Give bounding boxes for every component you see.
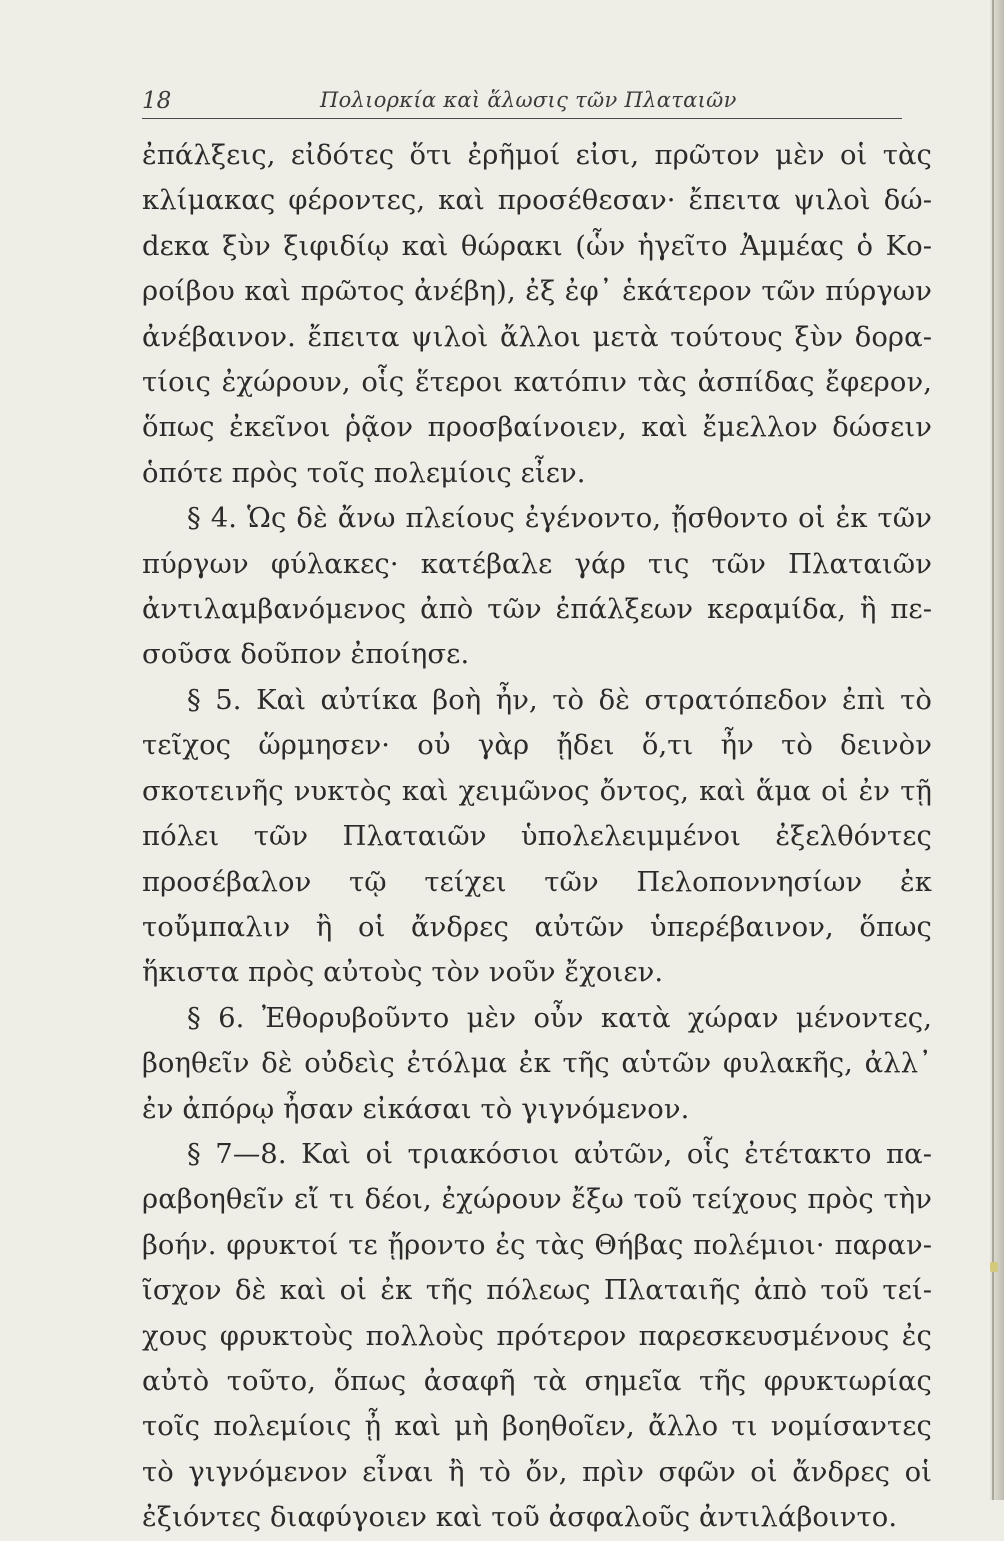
page-number: 18 (142, 88, 172, 114)
paragraph-section-7-8: § 7—8. Καὶ οἱ τριακόσιοι αὐτῶν, οἷς ἐτέτακτο παραβοηθεῖν εἴ τι δέοι, ἐχώρουν ἔξω τοῦ τείχους πρὸς τὴν βοήν. φρυκτοί τε ᾔροντο ἐς τὰς Θήβας πολέμιοι· παρανῖσχον δὲ καὶ οἱ ἐκ τῆς πόλεως Πλαταιῆς ἀπὸ τοῦ τείχους φρυκτοὺς πολλοὺς πρότερον παρεσκευσμένους ἐς αὐτὸ τοῦτο, ὅπως ἀσαφῆ τὰ σημεῖα τῆς φρυκτωρίας τοῖς πολεμίοις ᾖ καὶ μὴ βοηθοῖεν, ἄλλο τι νομίσαντες τὸ γιγνόμενον εἶναι ἢ τὸ ὄν, πρὶν σφῶν οἱ ἄνδρες οἱ ἐξιόντες διαφύγοιεν καὶ τοῦ ἀσφαλοῦς ἀντιλάβοιντο. (142, 1138, 932, 1534)
header-rule (142, 118, 902, 119)
running-title: Πολιορκία καὶ ἅλωσις τῶν Πλαταιῶν (320, 88, 737, 112)
body-text (142, 133, 932, 1541)
paragraph-section-6: § 6. Ἐθορυβοῦντο μὲν οὖν κατὰ χώραν μένοντες, βοηθεῖν δὲ οὐδεὶς ἐτόλμα ἐκ τῆς αὑτῶν φυλακῆς, ἀλλ᾿ ἐν ἀπόρῳ ἦσαν εἰκάσαι τὸ γιγνόμενον. (142, 1002, 932, 1125)
margin-mark (990, 1262, 998, 1272)
paragraph-continued: ἐπάλξεις, εἰδότες ὅτι ἐρῆμοί εἰσι, πρῶτον μὲν οἱ τὰς κλίμακας φέροντες, καὶ προσέθεσαν· ἔπειτα ψιλοὶ δώdεκα ξὺν ξιφιδίῳ καὶ θώρακι (ὧν ἡγεῖτο Ἀμμέας ὁ Κοροίβου καὶ πρῶτος ἀνέβη), ἐξ ἐφ᾿ ἑκάτερον τῶν πύργων ἀνέβαινον. ἔπειτα ψιλοὶ ἄλλοι μετὰ τούτους ξὺν δορατίοις ἐχώρουν, οἷς ἕτεροι κατόπιν τὰς ἀσπίδας ἔφερον, ὅπως ἐκεῖνοι ῥᾷον προσβαίνοιεν, καὶ ἔμελλον δώσειν ὁπότε πρὸς τοῖς πολεμίοις εἶεν. (142, 140, 932, 489)
running-header (142, 84, 902, 118)
page-edge-line (992, 0, 994, 1500)
paragraph-section-4: § 4. Ὡς δὲ ἄνω πλείους ἐγένοντο, ᾔσθοντο οἱ ἐκ τῶν πύργων φύλακες· κατέβαλε γάρ τις τῶν Πλαταιῶν ἀντιλαμβανόμενος ἀπὸ τῶν ἐπάλξεων κεραμίδα, ἣ πεσοῦσα δοῦπον ἐποίησε. (142, 503, 932, 671)
paragraph-section-5: § 5. Καὶ αὐτίκα βοὴ ἦν, τὸ δὲ στρατόπεδον ἐπὶ τὸ τεῖχος ὥρμησεν· οὐ γὰρ ᾔδει ὅ,τι ἦν τὸ δεινὸν σκοτεινῆς νυκτὸς καὶ χειμῶνος ὄντος, καὶ ἅμα οἱ ἐν τῇ πόλει τῶν Πλαταιῶν ὑπολελειμμένοι ἐξελθόντες προσέβαλον τῷ τείχει τῶν Πελοποννησίων ἐκ τοὔμπαλιν ἢ οἱ ἄνδρες αὐτῶν ὑπερέβαινον, ὅπως ἥκιστα πρὸς αὐτοὺς τὸν νοῦν ἔχοιεν. (142, 684, 932, 989)
